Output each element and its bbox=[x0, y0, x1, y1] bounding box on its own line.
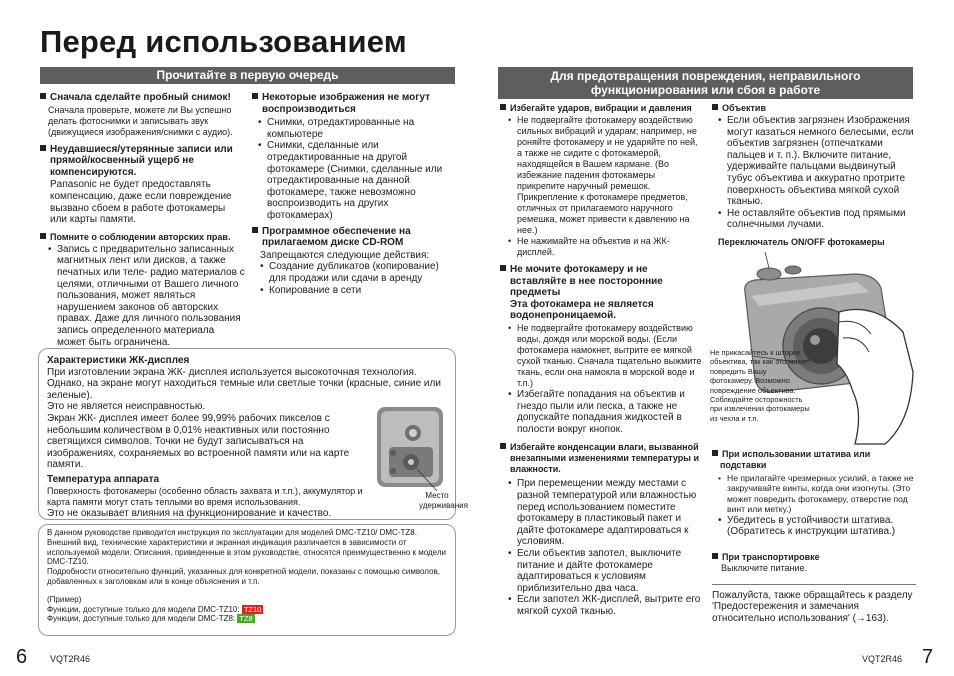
caption-pointer-line bbox=[415, 467, 445, 493]
list-item: • Если объектив загрязнен Изображения могут казаться немного белесыми, если объектив загрязнен (отпечатками пальцев и т. п.). Включите питание, удерживайте пальцами выдвинутый тубус объектива и аккуратно протрите поверхность объектива мягкой сухой тканью. bbox=[718, 115, 918, 208]
list-item: • Не прилагайте чрезмерных усилий, а также не закручивайте винты, когда они изогнуты. (Это может повредить фотокамеру, отверстие под винт или метку.) bbox=[718, 473, 918, 515]
tripod-list bbox=[712, 473, 918, 538]
list-item: • Не нажимайте на объектив и на ЖК-дисплей. bbox=[508, 236, 703, 258]
list-item: • Не подвергайте фотокамеру воздействию воды, дождя или морской воды. (Если фотокамера намокнет, вытрите ее мягкой сухой тканью. Сначала тщательно выжмите ткань, если она намокла в морской воде и т.п.) bbox=[508, 323, 703, 389]
list-item: • Копирование в сети bbox=[260, 285, 452, 297]
heading-test-shot: Сначала сделайте пробный снимок! bbox=[40, 92, 245, 104]
list-item: • Не подвергайте фотокамеру воздействию сильных вибраций и ударам; например, не роняйте фотокамеру и не ударяйте по ней, а также не сидите с фотокамерой, находящейся в Вашем кармане. (Во избежание падения фотокамеры прикрепите наручный ремешок. Прикрепление к фотокамере предметов, отличных от прилагаемого наручного ремешка, может привести к давлению на нее.) bbox=[508, 115, 703, 236]
model-example-label: (Пример) bbox=[47, 594, 82, 604]
model-info-p2: Внешний вид, технические характеристики и экранная индикация различается в зависимости от используемой модели. Описания, приведенные в этом руководстве, относятся преимущественно к модели DMC-TZ10. bbox=[47, 537, 446, 567]
list-item: • Создание дубликатов (копирование) для продажи или сдачи в аренду bbox=[260, 261, 452, 284]
heading-copyright: Помните о соблюдении авторских прав. bbox=[40, 232, 245, 243]
heading-lens: Объектив bbox=[712, 103, 918, 114]
body-test-shot: Сначала проверьте, можете ли Вы успешно делать фотоснимки и записывать звук (движущиеся изображения/снимки с аудио). bbox=[48, 104, 233, 137]
right-column-1 bbox=[500, 103, 703, 617]
heading-tripod: При использовании штатива или подставки bbox=[712, 449, 918, 471]
model-info-p1: В данном руководстве приводится инструкция по эксплуатации для моделей DMC-TZ10/ DMC-TZ8. bbox=[47, 528, 417, 537]
list-item: • Если объектив запотел, выключите питание и дайте фотокамере адаптироваться к условиям приблизительно два часа. bbox=[508, 548, 703, 594]
section-banner-read-first: Прочитайте в первую очередь bbox=[40, 67, 455, 84]
list-item: • Запись с предварительно записанных магнитных лент или дисков, а также печатных или теле- радио материалов с целями, отличными от Вашего личного пользования, может являться нарушением законов об авторских правах. Даже для личного пользования запись определенного материала может быть ограничена. bbox=[48, 244, 245, 348]
heading-no-compensation: Неудавшиеся/утерянные записи или прямой/косвенный ущерб не компенсируются. bbox=[40, 144, 245, 179]
body-transport: Выключите питание. bbox=[721, 562, 807, 573]
heading-shocks: Избегайте ударов, вибрации и давления bbox=[500, 103, 703, 114]
list-item: • Избегайте попадания на объектив и гнездо пыли или песка, а также не допускайте попадания жидкостей в полости вокруг кнопок. bbox=[508, 389, 703, 435]
tz8-badge: TZ8 bbox=[239, 614, 253, 624]
lcd-info-box bbox=[38, 348, 468, 520]
grip-caption: Место удерживания bbox=[419, 491, 468, 510]
playback-list bbox=[252, 117, 452, 221]
right-column-2-lower bbox=[712, 449, 918, 625]
section-banner-prevent-damage: Для предотвращения повреждения, неправильного функционирования или сбоя в работе bbox=[498, 67, 913, 99]
model-tz8-line: Функции, доступные только для модели DMC-TZ8: TZ8 bbox=[47, 614, 253, 624]
body-no-compensation: Panasonic не будет предоставлять компенсацию, даже если повреждение вызвано сбоем в работе фотокамеры или карты памяти. bbox=[50, 179, 232, 226]
list-item: • Убедитесь в устойчивости штатива. (Обратитесь к инструкции штатива.) bbox=[718, 515, 918, 538]
list-item: • Если запотел ЖК-дисплей, вытрите его мягкой сухой тканью. bbox=[508, 594, 703, 617]
lens-barrier-note: Не прикасайтесь к шторке объектива, так как это может повредить Вашу фотокамеру. Возможно повреждение объектива. Соблюдайте осторожность при извлечении фотокамеры из чехла и т.п. bbox=[710, 348, 810, 423]
list-item: • Не оставляйте объектив под прямыми солнечными лучами. bbox=[718, 208, 918, 231]
heading-transport: При транспортировке bbox=[712, 552, 918, 563]
list-item: • При перемещении между местами с разной температурой или влажностью перед использованием поместите фотокамеру в пластиковый пакет и дайте фотокамере адаптироваться к условиям. bbox=[508, 478, 703, 548]
water-list bbox=[500, 323, 703, 435]
tz10-badge: TZ10 bbox=[243, 604, 262, 614]
heading-temperature: Температура аппарата bbox=[47, 473, 160, 485]
page-title: Перед использованием bbox=[40, 24, 407, 59]
body-lcd-2: Это не является неисправностью. bbox=[47, 401, 206, 413]
right-column-2 bbox=[712, 103, 918, 248]
doc-code-right: VQT2R46 bbox=[862, 654, 903, 664]
list-item: • Снимки, сделанные или отредактированные на другой фотокамере (Снимки, сделанные или отредактированные на данной фотокамере, также невозможно воспроизводить на других фотокамерах) bbox=[258, 140, 452, 221]
body-temperature: Поверхность фотокамеры (особенно область захвата и т.п.), аккумулятор и карта памяти могут стать теплыми во время использования. bbox=[47, 485, 363, 507]
software-list bbox=[252, 261, 452, 296]
shocks-list bbox=[500, 115, 703, 258]
left-column-2 bbox=[252, 92, 452, 296]
footer-divider bbox=[712, 584, 916, 585]
body-software: Запрещаются следующие действия: bbox=[260, 249, 430, 261]
camera-switch-label: Переключатель ON/OFF фотокамеры bbox=[718, 236, 885, 247]
body-temperature-2: Это не оказывает влияния на функционирование и качество. bbox=[47, 507, 332, 519]
lens-list bbox=[712, 115, 918, 231]
doc-code-left: VQT2R46 bbox=[50, 654, 91, 664]
page-number-right: 7 bbox=[922, 646, 934, 668]
heading-water: Не мочите фотокамеру и не вставляйте в нее посторонние предметы bbox=[500, 264, 703, 299]
heading-playback: Некоторые изображения не могут воспроизводиться bbox=[252, 92, 452, 115]
heading-software: Программное обеспечение на прилагаемом диске CD-ROM bbox=[252, 226, 452, 249]
heading-lcd: Характеристики ЖК-дисплея bbox=[47, 355, 190, 366]
footer-note: Пожалуйста, также обращайтесь к разделу 'Предостережения и замечания относительно использования' (→163). bbox=[712, 589, 913, 624]
copyright-list bbox=[40, 244, 245, 348]
left-column-1 bbox=[40, 92, 245, 348]
model-info-box bbox=[38, 524, 456, 636]
condensation-list bbox=[500, 478, 703, 617]
body-lcd-3: Экран ЖК- дисплея имеет более 99,99% рабочих пикселов с небольшим количеством в 0,01% неактивных или постоянно светящихся символов. Точки не будут записываться на изображениях, сохраняемых во встроенной памяти или на карте памяти. bbox=[47, 412, 350, 471]
page-number-left: 6 bbox=[16, 646, 28, 668]
list-item: • Снимки, отредактированные на компьютере bbox=[258, 117, 452, 140]
heading-condensation: Избегайте конденсации влаги, вызванной внезапными изменениями температуры и влажности. bbox=[500, 442, 703, 475]
model-info-p3: Подробности относительно функций, указанных для конкретной модели, показаны с помощью символов, добавленных к заголовкам или в конце объяснения и т.п. bbox=[47, 567, 440, 586]
body-lcd: При изготовлении экрана ЖК- дисплея используется высокоточная технология. Однако, на экране могут находиться темные или светлые точки (красные, синие или зеленые). bbox=[47, 366, 441, 401]
heading-not-waterproof: Эта фотокамера не является водонепроницаемой. bbox=[510, 298, 654, 322]
model-tz10-line: Функции, доступные только для модели DMC-TZ10: TZ10 bbox=[47, 604, 262, 614]
